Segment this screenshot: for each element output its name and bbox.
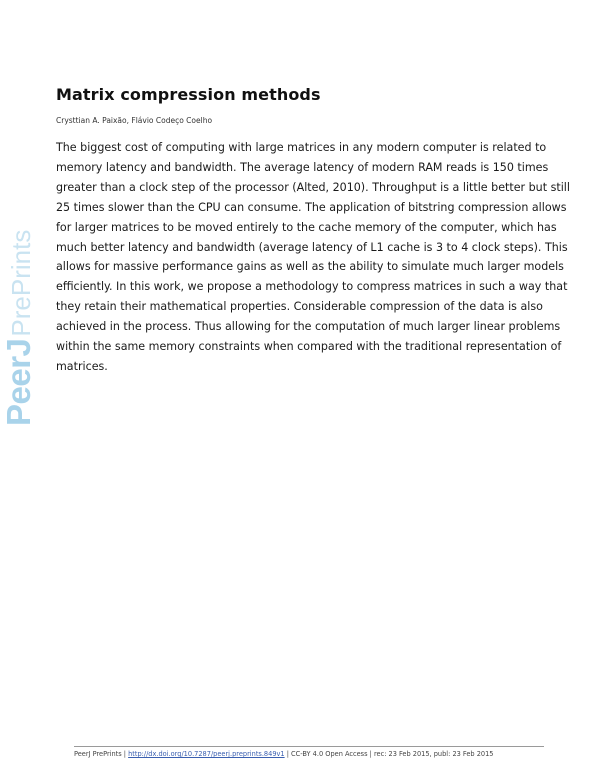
watermark-sub: PrePrints: [6, 229, 36, 337]
footer-suffix: | CC-BY 4.0 Open Access | rec: 23 Feb 2015, publ: 23 Feb 2015: [284, 750, 494, 758]
footer-prefix: PeerJ PrePrints |: [74, 750, 129, 758]
watermark-brand: PeerJ: [0, 338, 37, 426]
paper-abstract: The biggest cost of computing with large matrices in any modern computer is related to memory latency and bandwidth. The average latency of modern RAM reads is 150 times greater than a clock step of the processor (Alted, 2010). Throughput is a little better but still 25 times slower than the CPU can consume. The application of bitstring compression allows for larger matrices to be moved entirely to the cache memory of the computer, which has much better latency and bandwidth (average latency of L1 cache is 3 to 4 clock steps). This allows for massive performance gains as well as the ability to simulate much larger models efficiently. In this work, we propose a methodology to compress matrices in such a way that they retain their mathematical properties. Considerable compression of the data is also achieved in the process. Thus allowing for the computation of much larger linear problems within the same memory constraints when compared with the traditional representation of matrices.: [56, 141, 570, 373]
paper-title: Matrix compression methods: [56, 85, 321, 104]
peerj-preprints-watermark: [2, 230, 35, 426]
paper-authors: Crysttian A. Paixão, Flávio Codeço Coelho: [56, 116, 213, 125]
page-footer: [74, 746, 544, 758]
doi-link[interactable]: http://dx.doi.org/10.7287/peerj.preprints.849v1: [128, 750, 285, 758]
